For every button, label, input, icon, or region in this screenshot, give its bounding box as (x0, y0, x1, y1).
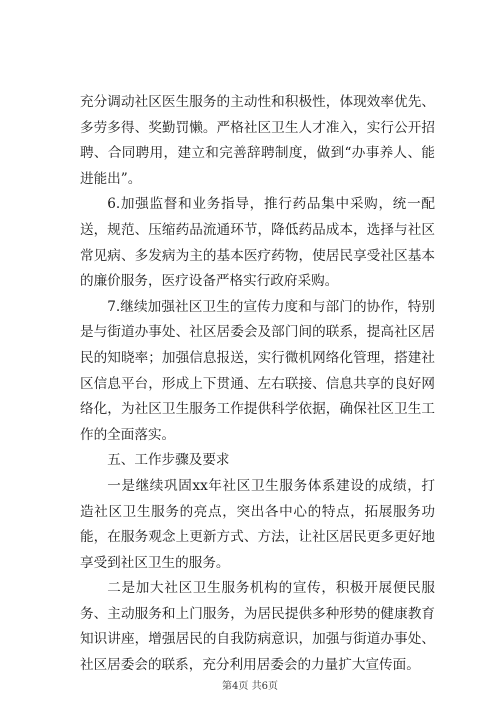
paragraph-continuation: 充分调动社区医生服务的主动性和积极性，体现效率优先、多劳多得、奖勤罚懒。严格社区卫生人才准入，实行公开招聘、合同聘用，建立和完善辞聘制度，做到“办事养人、能进能出”。 (80, 94, 435, 187)
paragraph-step-two: 二是加大社区卫生服务机构的宣传，积极开展便民服务、主动服务和上门服务，为居民提供多种形势的健康教育知识讲座，增强居民的自我防病意识，加强与街道办事处、社区居委会的联系，充分利用居委会的力量扩大宣传面。 (80, 580, 435, 674)
section-heading: 五、工作步骤及要求 (107, 452, 230, 469)
paragraph-item-7: 7.继续加强社区卫生的宣传力度和与部门的协作，特别是与街道办事处、社区居委会及部门间的联系，提高社区居民的知晓率；加强信息报送，实行微机网络化管理，搭建社区信息平台，形成上下贯通、左右联接、信息共享的良好网络化，为社区卫生服务工作提供科学依据，确保社区卫生工作的全面落实。 (80, 298, 435, 443)
paragraph-step-one: 一是继续巩固xx年社区卫生服务体系建设的成绩，打造社区卫生服务的亮点，突出各中心的特点，拓展服务功能，在服务观念上更新方式、方法，让社区居民更多更好地享受到社区卫生的服务。 (80, 477, 435, 571)
paragraph-item-6: 6.加强监督和业务指导，推行药品集中采购，统一配送，规范、压缩药品流通环节，降低药品成本，选择与社区常见病、多发病为主的基本医疗药物，使居民享受社区基本的廉价服务，医疗设备严格实行政府采购。 (80, 196, 435, 290)
page-footer: 第4页 共6页 (222, 681, 278, 692)
document-body (80, 90, 435, 679)
